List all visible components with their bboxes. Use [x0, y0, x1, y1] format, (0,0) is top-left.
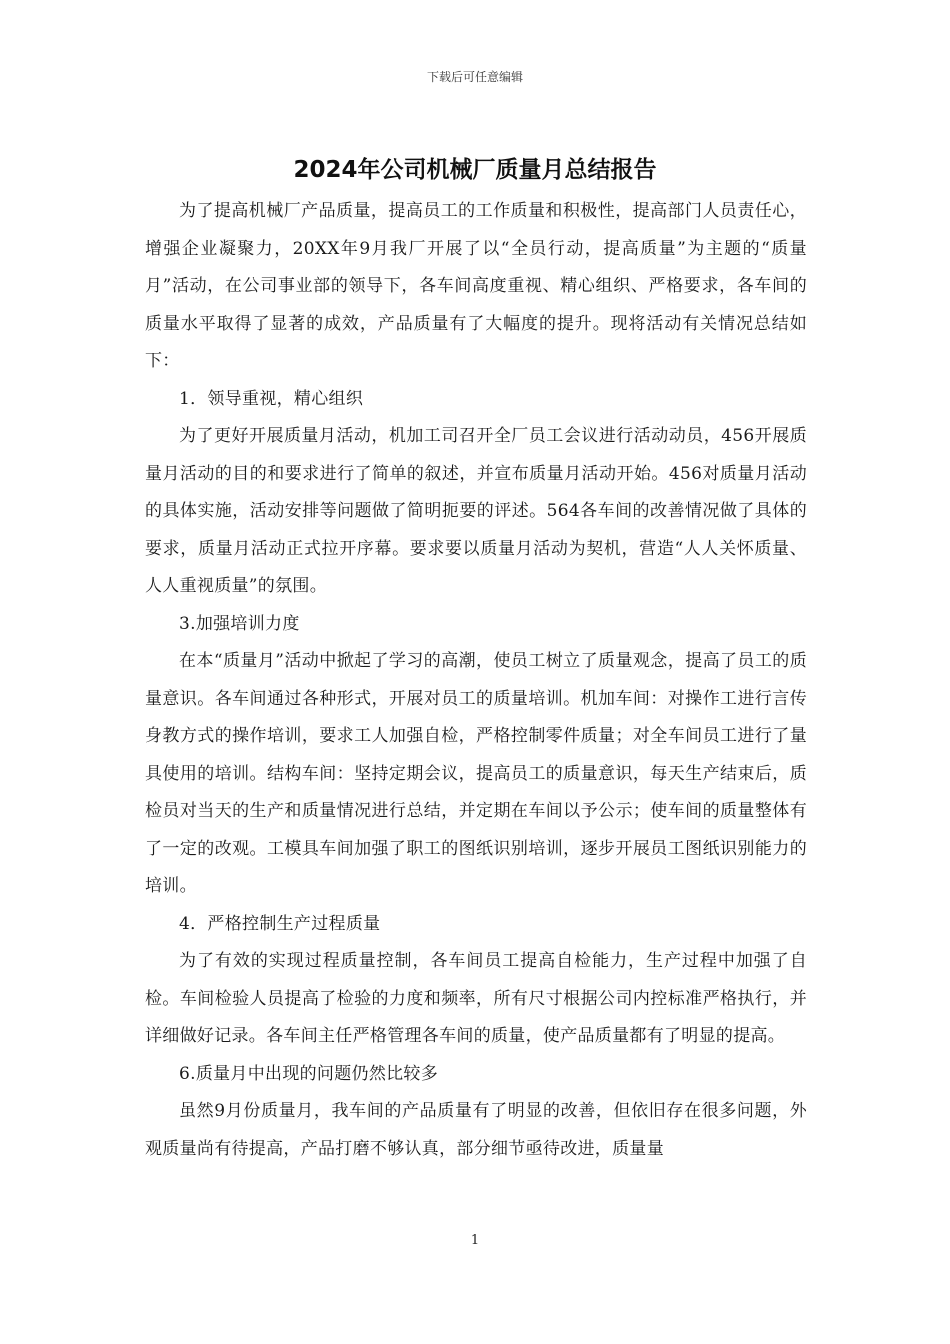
training-paragraph: 在本“质量月”活动中掀起了学习的高潮，使员工树立了质量观念，提高了员工的质量意识。各车间通过各种形式，开展对员工的质量培训。机加车间：对操作工进行言传身教方式的操作培训，要求工人加强自检，严格控制零件质量；对全车间员工进行了量具使用的培训。结构车间：坚持定期会议，提高员工的质量意识，每天生产结束后，质检员对当天的生产和质量情况进行总结，并定期在车间以予公示；使车间的质量整体有了一定的改观。工模具车间加强了职工的图纸识别培训，逐步开展员工图纸识别能力的培训。 — [145, 651, 807, 896]
leadership-paragraph: 为了更好开展质量月活动，机加工司召开全厂员工会议进行活动动员，456开展质量月活动的目的和要求进行了简单的叙述，并宣布质量月活动开始。456对质量月活动的具体实施，活动安排等问题做了简明扼要的评述。564各车间的改善情况做了具体的要求，质量月活动正式拉开序幕。要求要以质量月活动为契机，营造“人人关怀质量、人人重视质量”的氛围。 — [145, 426, 807, 596]
section-heading-problems: 6.质量月中出现的问题仍然比较多 — [179, 1063, 439, 1084]
header-note: 下载后可任意编辑 — [426, 70, 523, 84]
section-heading-process-control: 4．严格控制生产过程质量 — [179, 913, 381, 934]
section-heading-leadership: 1．领导重视，精心组织 — [179, 388, 364, 409]
document-body — [145, 193, 807, 1168]
process-control-paragraph: 为了有效的实现过程质量控制，各车间员工提高自检能力，生产过程中加强了自检。车间检验人员提高了检验的力度和频率，所有尺寸根据公司内控标准严格执行，并详细做好记录。各车间主任严格管理各车间的质量，使产品质量都有了明显的提高。 — [145, 951, 807, 1046]
problems-paragraph: 虽然9月份质量月，我车间的产品质量有了明显的改善，但依旧存在很多问题，外观质量尚有待提高，产品打磨不够认真，部分细节亟待改进，质量量 — [145, 1101, 807, 1159]
section-heading-training: 3.加强培训力度 — [179, 613, 300, 634]
page-number: 1 — [470, 1233, 480, 1248]
intro-paragraph: 为了提高机械厂产品质量，提高员工的工作质量和积极性，提高部门人员责任心，增强企业凝聚力，20XX年9月我厂开展了以“全员行动，提高质量”为主题的“质量月”活动，在公司事业部的领导下，各车间高度重视、精心组织、严格要求，各车间的质量水平取得了显著的成效，产品质量有了大幅度的提升。现将活动有关情况总结如下： — [145, 201, 807, 371]
document-title: 2024年公司机械厂质量月总结报告 — [293, 157, 657, 183]
